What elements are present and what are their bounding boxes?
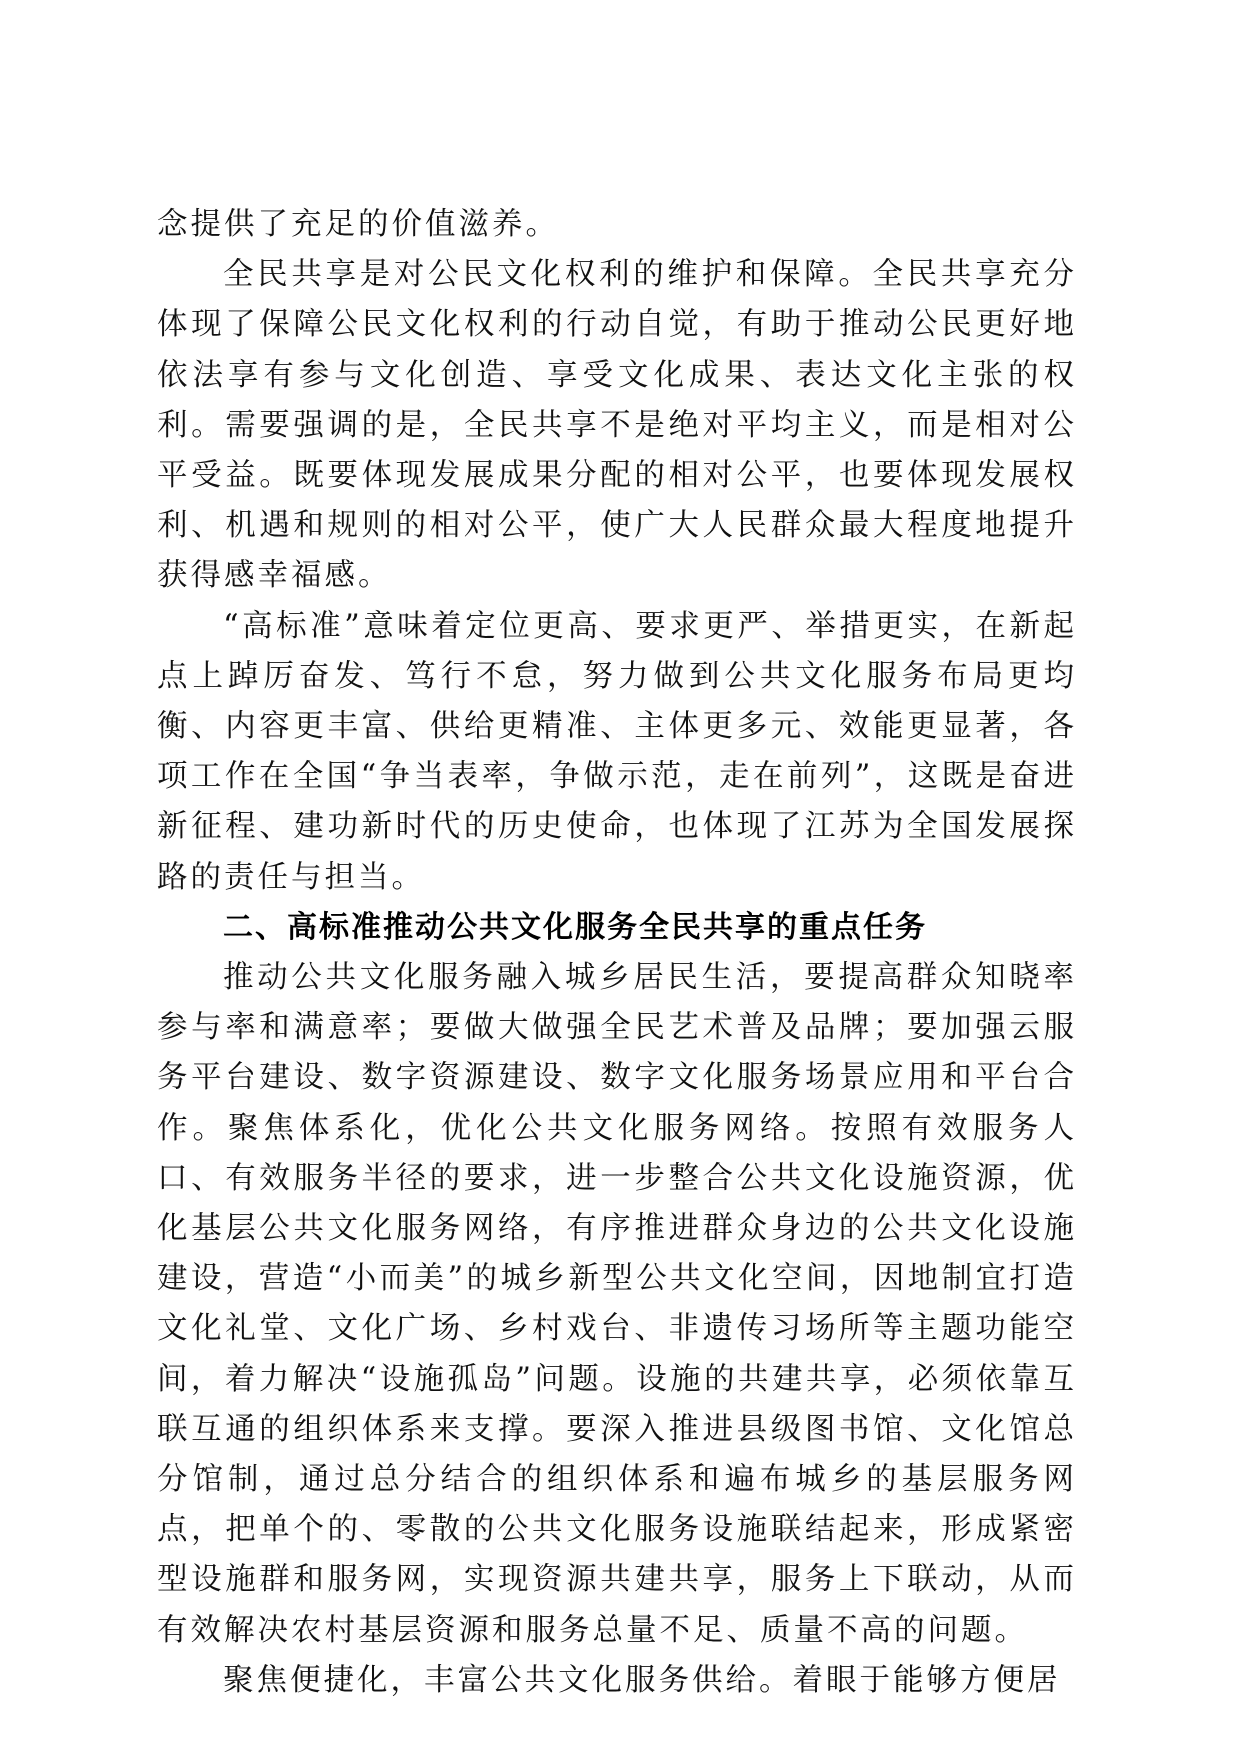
paragraph-continued: 念提供了充足的价值滋养。 (157, 207, 559, 242)
paragraph-high-standard: “高标准”意味着定位更高、要求更严、举措更实，在新起点上踔厉奋发、笃行不怠，努力做到公共文化服务布局更均衡、内容更丰富、供给更精准、主体更多元、效能更显著，各项工作在全国“争当表率，争做示范，走在前列”，这既是奋进新征程、建功新时代的历史使命，也体现了江苏为全国发展探路的责任与担当。 (157, 608, 1077, 895)
document-body (157, 200, 1077, 1706)
paragraph-sharing-rights: 全民共享是对公民文化权利的维护和保障。全民共享充分体现了保障公民文化权利的行动自觉，有助于推动公民更好地依法享有参与文化创造、享受文化成果、表达文化主张的权利。需要强调的是，全民共享不是绝对平均主义，而是相对公平受益。既要体现发展成果分配的相对公平，也要体现发展权利、机遇和规则的相对公平，使广大人民群众最大程度地提升获得感幸福感。 (157, 257, 1077, 594)
section-heading: 二、高标准推动公共文化服务全民共享的重点任务 (223, 909, 927, 945)
paragraph-key-tasks: 推动公共文化服务融入城乡居民生活，要提高群众知晓率参与率和满意率；要做大做强全民艺术普及品牌；要加强云服务平台建设、数字资源建设、数字文化服务场景应用和平台合作。聚焦体系化，优化公共文化服务网络。按照有效服务人口、有效服务半径的要求，进一步整合公共文化设施资源，优化基层公共文化服务网络，有序推进群众身边的公共文化设施建设，营造“小而美”的城乡新型公共文化空间，因地制宜打造文化礼堂、文化广场、乡村戏台、非遗传习场所等主题功能空间，着力解决“设施孤岛”问题。设施的共建共享，必须依靠互联互通的组织体系来支撑。要深入推进县级图书馆、文化馆总分馆制，通过总分结合的组织体系和遍布城乡的基层服务网点，把单个的、零散的公共文化服务设施联结起来，形成紧密型设施群和服务网，实现资源共建共享，服务上下联动，从而有效解决农村基层资源和服务总量不足、质量不高的问题。 (157, 960, 1077, 1648)
paragraph-convenience: 聚焦便捷化，丰富公共文化服务供给。着眼于能够方便居 (223, 1662, 1061, 1698)
